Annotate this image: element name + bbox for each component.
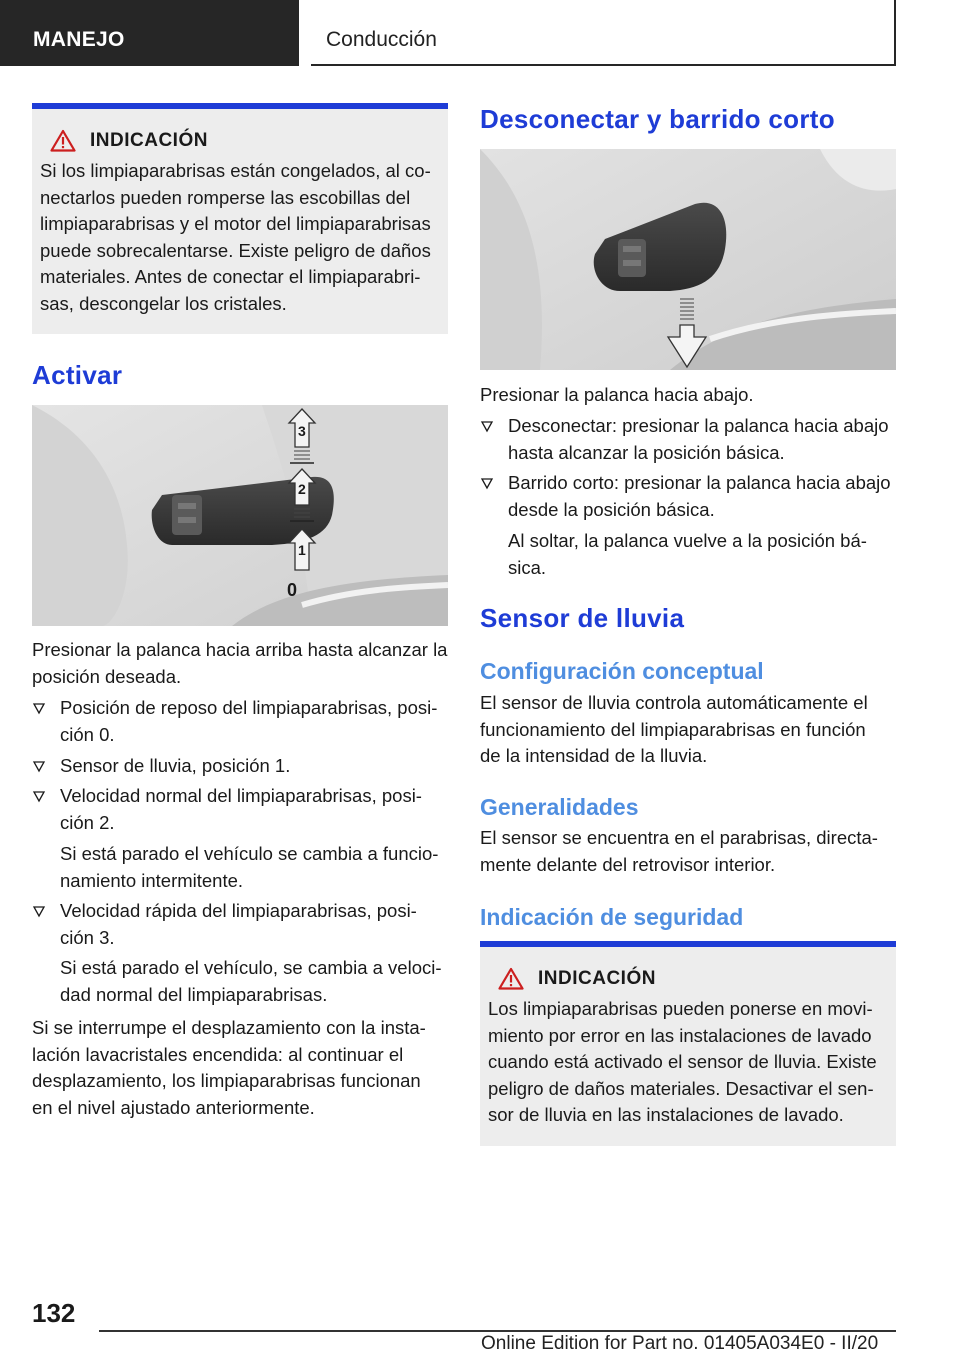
- text-line: ción 0.: [60, 723, 115, 745]
- text-line: Presionar la palanca hacia arriba hasta alcanzar la: [32, 639, 448, 660]
- desconectar-intro: Presionar la palanca hacia abajo.: [480, 384, 754, 405]
- text-line: desde la posición básica.: [508, 498, 715, 520]
- subheading-generalidades: Generalidades: [480, 794, 639, 820]
- bullet-triangle-icon: [32, 759, 46, 773]
- text-line: Sensor de lluvia, posición 1.: [60, 755, 291, 776]
- notice-text: [40, 158, 440, 317]
- notice-header: [498, 967, 888, 990]
- text-line: Barrido corto: presionar la palanca hacia abajo: [508, 472, 891, 493]
- text-line: namiento intermitente.: [60, 869, 244, 891]
- heading-activar: Activar: [32, 360, 123, 390]
- generalidades-text: [480, 825, 896, 878]
- text-line: Si está parado el vehículo, se cambia a veloci-: [60, 957, 442, 978]
- list-item: [32, 898, 448, 951]
- list-item-note: [32, 955, 448, 1008]
- text-line: Al soltar, la palanca vuelve a la posición bá-: [508, 530, 867, 551]
- position-label-1: 1: [298, 542, 306, 558]
- notice-line: Si los limpiaparabrisas están congelados, al co-: [40, 160, 431, 181]
- notice-title: INDICACIÓN: [90, 129, 208, 151]
- text-line: posición deseada.: [32, 665, 182, 687]
- edition-note: Online Edition for Part no. 01405A034E0 - II/20: [481, 1333, 879, 1354]
- figure-wiper-lever-up: [32, 405, 448, 626]
- text-line: lación lavacristales encendida: al continuar el: [32, 1043, 404, 1065]
- list-item: [480, 413, 896, 466]
- text-line: Si se interrumpe el desplazamiento con la insta-: [32, 1017, 426, 1038]
- footer-divider: [99, 1330, 896, 1332]
- text-line: El sensor de lluvia controla automáticamente el: [480, 692, 868, 713]
- text-line: sica.: [508, 556, 547, 578]
- text-line: dad normal del limpiaparabrisas.: [60, 983, 328, 1005]
- bullet-triangle-icon: [480, 419, 494, 433]
- notice-line: nectarlos pueden romperse las escobillas del: [40, 186, 411, 208]
- figure-wiper-lever-down: [480, 149, 896, 370]
- notice-line: materiales. Antes de conectar el limpiaparabri-: [40, 266, 421, 287]
- text-line: Posición de reposo del limpiaparabrisas, posi-: [60, 697, 438, 718]
- list-item-note: [480, 528, 896, 581]
- notice-text: [488, 996, 888, 1129]
- list-item: [480, 470, 896, 523]
- notice-line: sas, descongelar los cristales.: [40, 292, 287, 314]
- text-line: hasta alcanzar la posición básica.: [508, 441, 785, 463]
- warning-icon: [50, 129, 76, 152]
- notice-line: puede sobrecalentarse. Existe peligro de daños: [40, 239, 431, 261]
- text-line: desplazamiento, los limpiaparabrisas funcionan: [32, 1070, 421, 1091]
- text-line: Si está parado el vehículo se cambia a funcio-: [60, 843, 439, 864]
- activar-intro: [32, 637, 448, 690]
- text-line: ción 3.: [60, 926, 115, 948]
- bullet-triangle-icon: [480, 476, 494, 490]
- notice-car-wash: [480, 941, 896, 1146]
- section-tab: [0, 0, 299, 66]
- bullet-triangle-icon: [32, 904, 46, 918]
- list-item-note: [32, 841, 448, 894]
- chapter-tab: [311, 0, 896, 66]
- text-line: Velocidad rápida del limpiaparabrisas, posi-: [60, 900, 417, 921]
- heading-desconectar: Desconectar y barrido corto: [480, 104, 835, 134]
- subheading-seguridad: Indicación de seguridad: [480, 904, 744, 930]
- section-title: MANEJO: [33, 28, 125, 51]
- notice-line: miento por error en las instalaciones de lavado: [488, 1024, 872, 1046]
- position-label-2: 2: [298, 481, 306, 497]
- notice-title: INDICACIÓN: [538, 967, 656, 989]
- page-number: 132: [32, 1298, 76, 1328]
- text-line: Desconectar: presionar la palanca hacia abajo: [508, 415, 889, 436]
- subheading-configuracion: Configuración conceptual: [480, 658, 764, 684]
- notice-line: limpiaparabrisas y el motor del limpiaparabrisas: [40, 213, 431, 234]
- activar-outro: [32, 1015, 448, 1121]
- bullet-triangle-icon: [32, 701, 46, 715]
- notice-frozen-wipers: [32, 103, 448, 334]
- bullet-triangle-icon: [32, 789, 46, 803]
- notice-line: Los limpiaparabrisas pueden ponerse en movi-: [488, 998, 873, 1019]
- text-line: El sensor se encuentra en el parabrisas, directa-: [480, 827, 878, 848]
- text-line: ción 2.: [60, 811, 115, 833]
- notice-line: peligro de daños materiales. Desactivar el sen-: [488, 1077, 874, 1099]
- list-item: [32, 783, 448, 836]
- list-item: [32, 695, 448, 748]
- text-line: en el nivel ajustado anteriormente.: [32, 1096, 315, 1118]
- position-label-3: 3: [298, 423, 306, 439]
- chapter-title: Conducción: [326, 28, 437, 51]
- text-line: Velocidad normal del limpiaparabrisas, posi-: [60, 785, 422, 806]
- text-line: de la intensidad de la lluvia.: [480, 745, 708, 766]
- warning-icon: [498, 967, 524, 990]
- notice-line: sor de lluvia en las instalaciones de lavado.: [488, 1104, 844, 1125]
- position-label-0: 0: [287, 580, 298, 600]
- notice-header: [50, 129, 440, 152]
- text-line: funcionamiento del limpiaparabrisas en función: [480, 718, 866, 740]
- heading-sensor-lluvia: Sensor de lluvia: [480, 603, 685, 633]
- configuracion-text: [480, 690, 896, 770]
- list-item: [32, 753, 448, 780]
- text-line: mente delante del retrovisor interior.: [480, 853, 776, 875]
- notice-line: cuando está activado el sensor de lluvia. Existe: [488, 1051, 877, 1072]
